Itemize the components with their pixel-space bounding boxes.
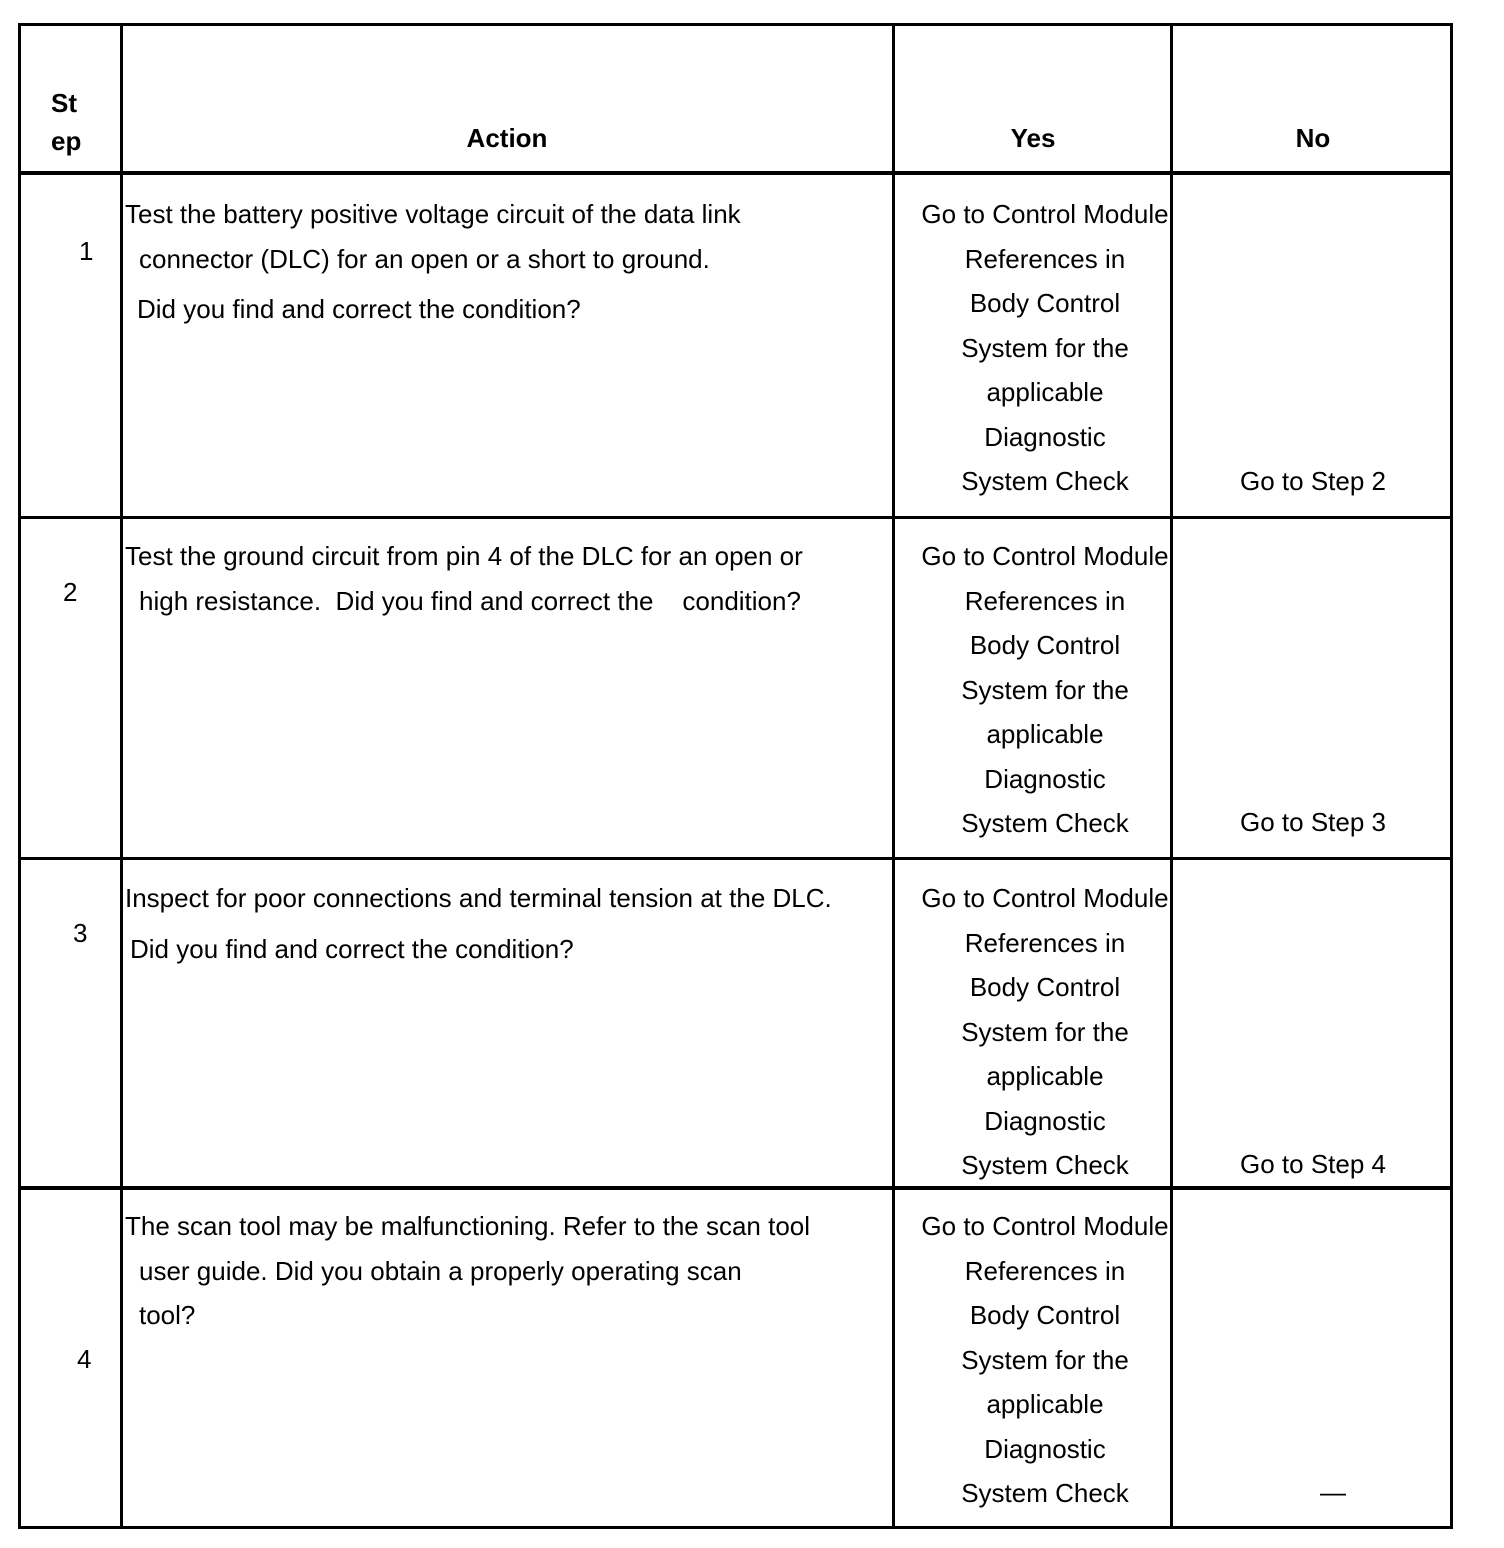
no-cell: Go to Step 3 [1240,807,1386,837]
action-line: connector (DLC) for an open or a short to ground. [139,243,710,274]
step-header-line: St [51,88,77,118]
action-cell [125,192,893,332]
no-cell: Go to Step 4 [1240,1149,1386,1179]
action-cell [125,876,893,971]
yes-line: applicable [986,377,1104,407]
yes-line: References in [964,243,1126,274]
yes-line: Diagnostic [984,1105,1106,1136]
yes-line: Body Control [969,630,1121,660]
yes-line: References in [964,585,1126,616]
no-header: No [1295,123,1331,153]
yes-line: System for the [961,674,1129,705]
row-divider [21,857,1450,860]
yes-line: System Check [961,1150,1129,1180]
yes-line: System for the [961,1344,1129,1375]
yes-line: System for the [961,1016,1129,1047]
step-number: 2 [63,577,78,607]
column-divider [120,26,123,1526]
action-header: Action [466,123,548,153]
yes-line: Diagnostic [984,421,1106,452]
action-line: high resistance. Did you find and correct the condition? [139,585,801,616]
action-line: Test the battery positive voltage circuit of the data link [125,199,741,229]
yes-cell [895,876,1195,1188]
step-number: 1 [79,236,94,266]
action-line: tool? [139,1300,196,1330]
yes-line: System Check [961,808,1129,838]
step-header-line: ep [51,126,82,156]
yes-line: Body Control [969,1300,1121,1330]
no-cell: — [1320,1477,1346,1507]
action-line: Did you find and correct the condition? [130,933,574,964]
yes-header: Yes [1010,123,1056,153]
yes-cell [895,1204,1195,1516]
no-cell: Go to Step 2 [1240,466,1386,496]
yes-line: References in [964,927,1126,958]
action-line: The scan tool may be malfunctioning. Refer to the scan tool [125,1211,811,1241]
yes-line: applicable [986,1061,1104,1091]
yes-line: Diagnostic [984,1433,1106,1464]
diagnostic-table [18,23,1453,1529]
yes-cell [895,534,1195,846]
action-line: user guide. Did you obtain a properly operating scan [139,1255,742,1286]
yes-line: applicable [986,1389,1104,1419]
action-line: Test the ground circuit from pin 4 of the DLC for an open or [125,541,803,571]
action-cell [125,1204,893,1338]
row-divider [21,1186,1450,1190]
row-divider [21,516,1450,519]
yes-cell [895,192,1195,504]
yes-line: Go to Control Module [921,883,1169,913]
yes-line: Body Control [969,972,1121,1002]
step-number: 3 [73,918,88,948]
yes-line: Diagnostic [984,763,1106,794]
yes-line: References in [964,1255,1126,1286]
yes-line: applicable [986,719,1104,749]
yes-line: Body Control [969,288,1121,318]
yes-line: Go to Control Module [921,541,1169,571]
action-line: Inspect for poor connections and terminal tension at the DLC. [125,883,832,913]
yes-line: System for the [961,332,1129,363]
yes-line: Go to Control Module [921,1211,1169,1241]
action-line: Did you find and correct the condition? [137,294,581,324]
step-number: 4 [77,1344,92,1374]
yes-line: Go to Control Module [921,199,1169,229]
action-cell [125,534,893,623]
yes-line: System Check [961,1478,1129,1508]
header-divider [21,171,1450,175]
yes-line: System Check [961,466,1129,496]
